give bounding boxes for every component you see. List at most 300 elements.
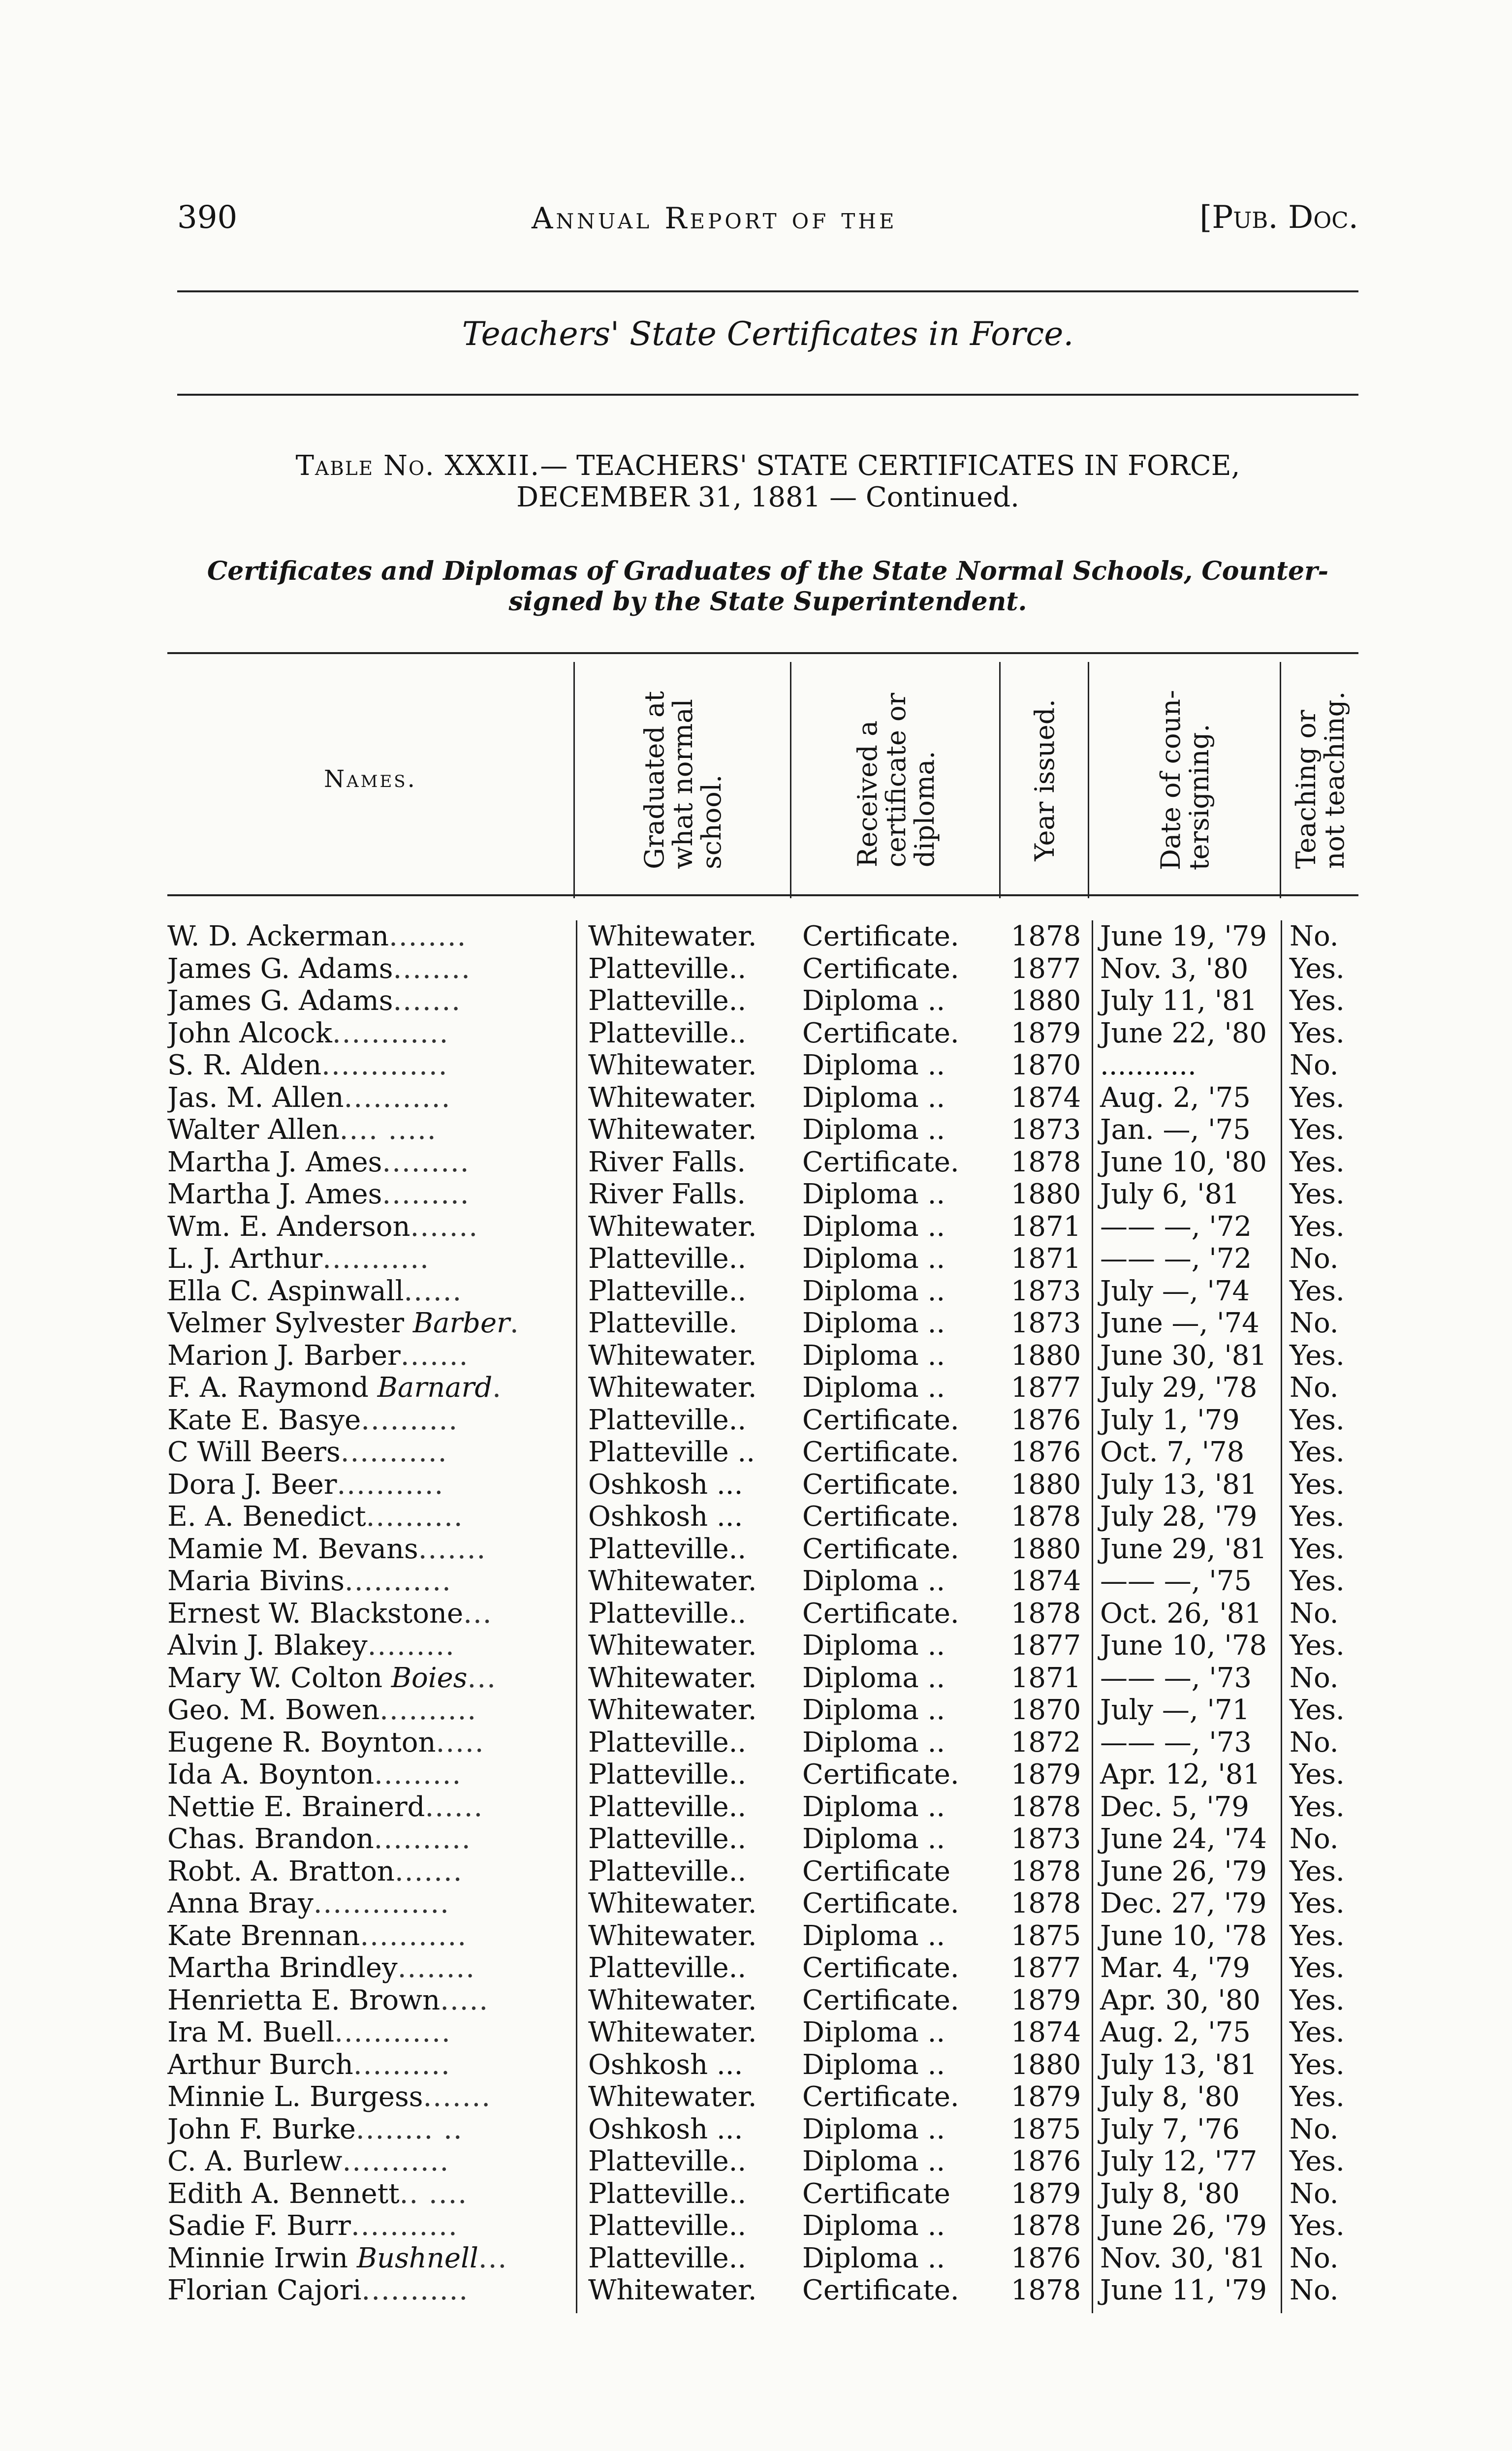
table-row (167, 1146, 1358, 1179)
cell-year: 1876 (1010, 1404, 1081, 1436)
cell-date: June 10, '78 (1100, 1630, 1267, 1662)
cell-year: 1879 (1010, 1759, 1081, 1791)
cell-school: Whitewater. (588, 2016, 757, 2048)
cell-received: Certificate. (802, 1146, 959, 1178)
cell-teaching: Yes. (1290, 1952, 1345, 1984)
cell-teaching: Yes. (1290, 1855, 1345, 1887)
cell-name: F. A. Raymond Barnard. (167, 1372, 502, 1404)
cell-year: 1875 (1010, 1919, 1081, 1952)
cell-teaching: Yes. (1290, 2145, 1345, 2177)
cell-date: July —, '71 (1100, 1694, 1250, 1726)
cell-date: July 12, '77 (1100, 2145, 1258, 2177)
page-number: 390 (177, 199, 238, 236)
cell-date: Oct. 26, '81 (1100, 1597, 1262, 1630)
table-row (167, 1920, 1358, 1952)
cell-date: July 13, '81 (1100, 1468, 1258, 1501)
table-row (167, 1952, 1358, 1984)
cell-date: Aug. 2, '75 (1100, 2016, 1251, 2048)
cell-received: Diploma .. (802, 1339, 945, 1372)
cell-date: June 22, '80 (1100, 1017, 1267, 1049)
cell-school: River Falls. (588, 1146, 746, 1178)
table-row (167, 1372, 1358, 1404)
cell-school: Whitewater. (588, 1919, 757, 1952)
cell-teaching: Yes. (1290, 1791, 1345, 1823)
cell-date: Dec. 27, '79 (1100, 1887, 1267, 1919)
cell-school: Whitewater. (588, 1049, 757, 1081)
cell-year: 1878 (1010, 1501, 1081, 1533)
cell-name: Jas. M. Allen........... (167, 1081, 451, 1114)
table-subtitle (167, 556, 1368, 617)
cell-teaching: Yes. (1290, 1081, 1345, 1114)
cell-date: June 26, '79 (1100, 1855, 1267, 1887)
cell-date: June —, '74 (1100, 1307, 1260, 1339)
header-bottom-rule (167, 894, 1358, 896)
cell-school: Platteville.. (588, 2242, 747, 2274)
cell-name: Minnie L. Burgess....... (167, 2081, 492, 2113)
cell-school: Platteville .. (588, 1436, 756, 1468)
cell-school: Platteville.. (588, 952, 747, 985)
col-header-teaching (1280, 662, 1360, 898)
table-row (167, 1984, 1358, 2017)
cell-date: Apr. 12, '81 (1100, 1759, 1261, 1791)
cell-date: —— —, '72 (1100, 1210, 1252, 1243)
cell-teaching: Yes. (1290, 1533, 1345, 1565)
cell-date: June 19, '79 (1100, 920, 1267, 952)
cell-received: Certificate. (802, 1436, 959, 1468)
cell-year: 1878 (1010, 1887, 1081, 1919)
cell-received: Certificate. (802, 1887, 959, 1919)
cell-received: Diploma .. (802, 1178, 945, 1210)
table-row (167, 2242, 1358, 2275)
cell-school: Whitewater. (588, 1339, 757, 1372)
table-row (167, 1404, 1358, 1437)
cell-school: Platteville.. (588, 1759, 747, 1791)
cell-date: Dec. 5, '79 (1100, 1791, 1249, 1823)
col-header-year (999, 662, 1089, 898)
cell-received: Diploma .. (802, 2113, 945, 2145)
cell-year: 1871 (1010, 1243, 1081, 1275)
cell-teaching: Yes. (1290, 2210, 1345, 2242)
cell-year: 1880 (1010, 985, 1081, 1017)
cell-year: 1880 (1010, 2048, 1081, 2081)
cell-name: Henrietta E. Brown..... (167, 1984, 489, 2016)
cell-received: Diploma .. (802, 1372, 945, 1404)
cell-school: Whitewater. (588, 2081, 757, 2113)
cell-name: Edith A. Bennett.. .... (167, 2177, 468, 2210)
cell-teaching: Yes. (1290, 1275, 1345, 1307)
cell-name: Florian Cajori........... (167, 2274, 469, 2306)
table-number: Table No. XXXII. (295, 450, 540, 482)
table-row (167, 1759, 1358, 1791)
cell-name: Nettie E. Brainerd...... (167, 1791, 484, 1823)
cell-teaching: No. (1290, 2113, 1339, 2145)
cell-year: 1873 (1010, 1114, 1081, 1146)
cell-teaching: Yes. (1290, 1339, 1345, 1372)
cell-year: 1878 (1010, 1597, 1081, 1630)
cell-school: Platteville.. (588, 2210, 747, 2242)
cell-received: Diploma .. (802, 1307, 945, 1339)
cell-name: Ernest W. Blackstone... (167, 1597, 493, 1630)
cell-date: —— —, '72 (1100, 1243, 1252, 1275)
cell-date: July 28, '79 (1100, 1501, 1258, 1533)
cell-school: Whitewater. (588, 1372, 757, 1404)
cell-name: John Alcock............ (167, 1017, 449, 1049)
cell-school: Platteville.. (588, 1952, 747, 1984)
table-row (167, 1017, 1358, 1050)
cell-date: Jan. —, '75 (1100, 1114, 1251, 1146)
cell-year: 1878 (1010, 1146, 1081, 1178)
subtitle-line1: Certificates and Diplomas of Graduates of the State Normal Schools, Counter- (207, 556, 1329, 586)
cell-received: Diploma .. (802, 2242, 945, 2274)
table-row (167, 1727, 1358, 1759)
cell-school: Whitewater. (588, 1694, 757, 1726)
cell-school: Platteville. (588, 1307, 738, 1339)
cell-year: 1870 (1010, 1694, 1081, 1726)
table-row (167, 985, 1358, 1017)
table-row (167, 920, 1358, 953)
cell-school: Whitewater. (588, 1210, 757, 1243)
cell-date: July 13, '81 (1100, 2048, 1258, 2081)
cell-teaching: No. (1290, 920, 1339, 952)
cell-received: Certificate. (802, 1468, 959, 1501)
cell-year: 1870 (1010, 1049, 1081, 1081)
cell-teaching: No. (1290, 1243, 1339, 1275)
cell-school: Whitewater. (588, 1662, 757, 1694)
cell-teaching: Yes. (1290, 1565, 1345, 1597)
cell-date: Nov. 3, '80 (1100, 952, 1249, 985)
cell-date: Apr. 30, '80 (1100, 1984, 1261, 2016)
cell-year: 1879 (1010, 1017, 1081, 1049)
cell-school: Platteville.. (588, 1823, 747, 1855)
cell-school: Platteville.. (588, 1791, 747, 1823)
cell-date: June 26, '79 (1100, 2210, 1267, 2242)
col-header-received (790, 662, 1001, 898)
table-title-line2: DECEMBER 31, 1881 — Continued. (516, 481, 1019, 513)
cell-school: Whitewater. (588, 1565, 757, 1597)
cell-teaching: Yes. (1290, 985, 1345, 1017)
table-row (167, 1082, 1358, 1114)
cell-school: Whitewater. (588, 1984, 757, 2016)
cell-received: Certificate. (802, 952, 959, 985)
cell-received: Certificate. (802, 2274, 959, 2306)
cell-received: Certificate. (802, 1984, 959, 2016)
col-header-teaching-text: Teaching or not teaching. (1291, 691, 1350, 869)
table-row (167, 1243, 1358, 1275)
cell-year: 1873 (1010, 1275, 1081, 1307)
running-title: Annual Report of the (532, 201, 897, 236)
cell-year: 1873 (1010, 1307, 1081, 1339)
cell-name: Robt. A. Bratton....... (167, 1855, 463, 1887)
cell-date: ........... (1100, 1049, 1197, 1081)
cell-teaching: Yes. (1290, 1114, 1345, 1146)
cell-received: Diploma .. (802, 1791, 945, 1823)
table-row (167, 2210, 1358, 2242)
cell-year: 1877 (1010, 1372, 1081, 1404)
table-row (167, 2178, 1358, 2210)
table-row (167, 953, 1358, 985)
cell-school: Whitewater. (588, 1081, 757, 1114)
cell-name: John F. Burke........ .. (167, 2113, 463, 2145)
cell-received: Certificate. (802, 1533, 959, 1565)
cell-year: 1880 (1010, 1468, 1081, 1501)
cell-date: June 10, '80 (1100, 1146, 1267, 1178)
table-row (167, 1501, 1358, 1533)
cell-date: Oct. 7, '78 (1100, 1436, 1245, 1468)
cell-teaching: No. (1290, 2177, 1339, 2210)
cell-school: Oshkosh ... (588, 2048, 743, 2081)
cell-teaching: No. (1290, 1372, 1339, 1404)
table-row (167, 1598, 1358, 1630)
cell-teaching: Yes. (1290, 1984, 1345, 2016)
col-header-names: Names. (324, 765, 417, 793)
table-row (167, 1565, 1358, 1598)
cell-received: Diploma .. (802, 1694, 945, 1726)
cell-name: Walter Allen.... ..... (167, 1114, 437, 1146)
cell-year: 1879 (1010, 1984, 1081, 2016)
cell-received: Diploma .. (802, 1275, 945, 1307)
cell-received: Diploma .. (802, 1049, 945, 1081)
cell-teaching: Yes. (1290, 1501, 1345, 1533)
cell-name: Martha J. Ames......... (167, 1146, 470, 1178)
cell-year: 1877 (1010, 952, 1081, 985)
cell-name: Minnie Irwin Bushnell... (167, 2242, 508, 2274)
cell-date: July 11, '81 (1100, 985, 1258, 1017)
cell-teaching: No. (1290, 1823, 1339, 1855)
cell-name: E. A. Benedict.......... (167, 1501, 464, 1533)
section-rule (177, 394, 1358, 396)
cell-teaching: No. (1290, 2274, 1339, 2306)
cell-year: 1871 (1010, 1210, 1081, 1243)
cell-received: Certificate. (802, 1017, 959, 1049)
cell-name: Dora J. Beer........... (167, 1468, 444, 1501)
cell-name: James G. Adams....... (167, 985, 462, 1017)
cell-school: Oshkosh ... (588, 1468, 743, 1501)
table-title-line1: — TEACHERS' STATE CERTIFICATES IN FORCE, (540, 450, 1240, 482)
cell-year: 1876 (1010, 2242, 1081, 2274)
table-row (167, 2081, 1358, 2113)
cell-year: 1878 (1010, 2210, 1081, 2242)
cell-year: 1875 (1010, 2113, 1081, 2145)
cell-year: 1879 (1010, 2177, 1081, 2210)
cell-date: July 7, '76 (1100, 2113, 1240, 2145)
cell-school: Whitewater. (588, 920, 757, 952)
cell-teaching: Yes. (1290, 1887, 1345, 1919)
cell-name: C Will Beers........... (167, 1436, 448, 1468)
cell-school: Platteville.. (588, 2145, 747, 2177)
table-row (167, 1662, 1358, 1695)
table-row (167, 1275, 1358, 1308)
cell-name: W. D. Ackerman........ (167, 920, 467, 952)
cell-date: —— —, '75 (1100, 1565, 1252, 1597)
cell-name: Ira M. Buell............ (167, 2016, 451, 2048)
cell-date: —— —, '73 (1100, 1662, 1252, 1694)
cell-name: Alvin J. Blakey......... (167, 1630, 455, 1662)
cell-school: Platteville.. (588, 1533, 747, 1565)
table-row (167, 1791, 1358, 1823)
cell-teaching: Yes. (1290, 1919, 1345, 1952)
cell-year: 1874 (1010, 1081, 1081, 1114)
cell-received: Diploma .. (802, 2145, 945, 2177)
document-label: [Pub. Doc. (1199, 199, 1358, 236)
cell-name: Maria Bivins........... (167, 1565, 452, 1597)
cell-school: Platteville.. (588, 1275, 747, 1307)
cell-date: July 29, '78 (1100, 1372, 1258, 1404)
cell-name: Martha J. Ames......... (167, 1178, 470, 1210)
section-title: Teachers' State Certificates in Force. (462, 315, 1074, 353)
cell-date: Mar. 4, '79 (1100, 1952, 1250, 1984)
cell-school: Platteville.. (588, 1404, 747, 1436)
header-top-rule (167, 652, 1358, 654)
cell-received: Certificate. (802, 920, 959, 952)
cell-date: June 29, '81 (1100, 1533, 1267, 1565)
cell-date: June 30, '81 (1100, 1339, 1267, 1372)
cell-date: July 6, '81 (1100, 1178, 1240, 1210)
cell-date: July 8, '80 (1100, 2081, 1240, 2113)
cell-name: Chas. Brandon.......... (167, 1823, 472, 1855)
table-row (167, 1340, 1358, 1372)
cell-year: 1872 (1010, 1726, 1081, 1759)
cell-received: Certificate. (802, 2081, 959, 2113)
subtitle-line2: signed by the State Superintendent. (508, 587, 1027, 617)
cell-teaching: Yes. (1290, 2048, 1345, 2081)
cell-teaching: Yes. (1290, 1404, 1345, 1436)
cell-teaching: Yes. (1290, 1178, 1345, 1210)
page-header (177, 199, 1358, 249)
cell-received: Certificate. (802, 1597, 959, 1630)
cell-received: Diploma .. (802, 1919, 945, 1952)
cell-year: 1874 (1010, 1565, 1081, 1597)
table-title (177, 450, 1358, 513)
cell-received: Certificate. (802, 1404, 959, 1436)
cell-received: Certificate (802, 1855, 950, 1887)
cell-received: Diploma .. (802, 1726, 945, 1759)
cell-teaching: No. (1290, 1726, 1339, 1759)
cell-received: Certificate (802, 2177, 950, 2210)
cell-name: Sadie F. Burr........... (167, 2210, 458, 2242)
cell-year: 1877 (1010, 1952, 1081, 1984)
cell-received: Diploma .. (802, 1114, 945, 1146)
col-header-date (1088, 662, 1281, 898)
cell-date: June 24, '74 (1100, 1823, 1267, 1855)
cell-received: Diploma .. (802, 1210, 945, 1243)
cell-teaching: Yes. (1290, 1210, 1345, 1243)
cell-teaching: Yes. (1290, 1017, 1345, 1049)
table-row (167, 1436, 1358, 1469)
table-row (167, 1114, 1358, 1146)
cell-date: Nov. 30, '81 (1100, 2242, 1266, 2274)
cell-school: Platteville.. (588, 1243, 747, 1275)
cell-year: 1876 (1010, 2145, 1081, 2177)
cell-teaching: No. (1290, 1307, 1339, 1339)
cell-name: Anna Bray.............. (167, 1887, 450, 1919)
cell-teaching: Yes. (1290, 1630, 1345, 1662)
header-rule (177, 290, 1358, 292)
cell-name: L. J. Arthur........... (167, 1243, 430, 1275)
cell-year: 1880 (1010, 1533, 1081, 1565)
table-row (167, 1307, 1358, 1340)
cell-school: Whitewater. (588, 1887, 757, 1919)
cell-name: Arthur Burch.......... (167, 2048, 451, 2081)
cell-year: 1876 (1010, 1436, 1081, 1468)
cell-school: Platteville.. (588, 1017, 747, 1049)
table-row (167, 1855, 1358, 1888)
cell-date: July —, '74 (1100, 1275, 1250, 1307)
cell-year: 1879 (1010, 2081, 1081, 2113)
cell-year: 1878 (1010, 1855, 1081, 1887)
cell-received: Diploma .. (802, 1243, 945, 1275)
table-row (167, 1178, 1358, 1211)
cell-year: 1880 (1010, 1178, 1081, 1210)
cell-teaching: Yes. (1290, 952, 1345, 985)
cell-name: Geo. M. Bowen.......... (167, 1694, 477, 1726)
cell-received: Diploma .. (802, 1081, 945, 1114)
table-row (167, 2274, 1358, 2307)
cell-name: Martha Brindley........ (167, 1952, 476, 1984)
cell-year: 1878 (1010, 920, 1081, 952)
cell-teaching: No. (1290, 1597, 1339, 1630)
cell-received: Diploma .. (802, 2016, 945, 2048)
cell-name: Ida A. Boynton......... (167, 1759, 462, 1791)
cell-name: Mamie M. Bevans....... (167, 1533, 487, 1565)
table-row (167, 2049, 1358, 2081)
table-row (167, 1630, 1358, 1662)
certificates-table (167, 642, 1358, 2307)
cell-received: Diploma .. (802, 2048, 945, 2081)
table-row (167, 2145, 1358, 2178)
cell-year: 1878 (1010, 1791, 1081, 1823)
cell-school: Platteville.. (588, 2177, 747, 2210)
cell-name: James G. Adams........ (167, 952, 471, 985)
cell-name: Velmer Sylvester Barber. (167, 1307, 520, 1339)
cell-school: Platteville.. (588, 985, 747, 1017)
table-row (167, 1694, 1358, 1727)
cell-school: Platteville.. (588, 1597, 747, 1630)
cell-received: Diploma .. (802, 985, 945, 1017)
cell-received: Certificate. (802, 1952, 959, 1984)
cell-date: June 10, '78 (1100, 1919, 1267, 1952)
table-header (167, 642, 1358, 898)
cell-name: S. R. Alden............. (167, 1049, 448, 1081)
cell-teaching: Yes. (1290, 1146, 1345, 1178)
cell-received: Diploma .. (802, 1565, 945, 1597)
table-row (167, 2113, 1358, 2146)
cell-date: July 1, '79 (1100, 1404, 1240, 1436)
cell-school: Oshkosh ... (588, 1501, 743, 1533)
table-row (167, 1823, 1358, 1855)
cell-year: 1871 (1010, 1662, 1081, 1694)
cell-year: 1873 (1010, 1823, 1081, 1855)
col-header-date-text: Date of coun- tersigning. (1155, 690, 1215, 871)
table-row (167, 1887, 1358, 1920)
cell-school: Whitewater. (588, 1630, 757, 1662)
cell-year: 1874 (1010, 2016, 1081, 2048)
cell-name: Ella C. Aspinwall...... (167, 1275, 463, 1307)
cell-school: Oshkosh ... (588, 2113, 743, 2145)
cell-teaching: Yes. (1290, 1436, 1345, 1468)
cell-date: —— —, '73 (1100, 1726, 1252, 1759)
col-header-year-text: Year issued. (1029, 699, 1060, 861)
cell-teaching: Yes. (1290, 2016, 1345, 2048)
cell-name: Marion J. Barber....... (167, 1339, 469, 1372)
table-row (167, 1049, 1358, 1082)
cell-teaching: Yes. (1290, 1468, 1345, 1501)
table-row (167, 1469, 1358, 1501)
cell-teaching: No. (1290, 1049, 1339, 1081)
cell-date: June 11, '79 (1100, 2274, 1267, 2306)
cell-received: Diploma .. (802, 1662, 945, 1694)
cell-school: Whitewater. (588, 2274, 757, 2306)
cell-teaching: Yes. (1290, 1759, 1345, 1791)
